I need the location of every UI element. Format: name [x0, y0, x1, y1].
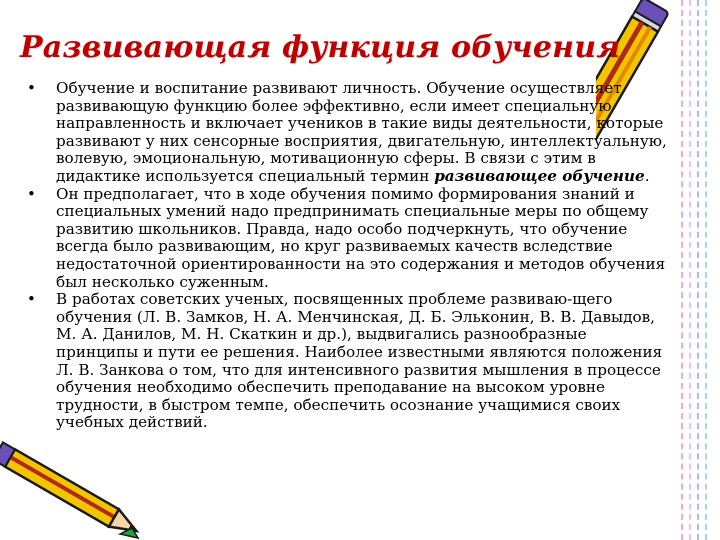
term-emphasis: развивающее обучение	[434, 166, 645, 185]
paragraph-text: В работах советских ученых, посвященных проблеме развиваю-щего обучения (Л. В. Замков, Н. А. Менчинская, Д. Б. Эльконин, В. В. Давыдов, М. А. Данилов, М. Н. Скаткин и др.), выдвигались разнообразные принципы и пути ее решения. Наиболее известными являются положения Л. В. Занкова о том, что для интенсивного развития мышления в процессе обучения необходимо обеспечить преподавание на высоком уровне трудности, в быстром темпе, обеспечить осознание учащимися своих учебных действий.	[56, 290, 663, 432]
bullet-marker: •	[27, 184, 36, 203]
bullet-marker: •	[27, 290, 36, 309]
list-item	[22, 186, 667, 292]
bullet-marker: •	[27, 79, 36, 97]
list-item	[22, 291, 667, 432]
pencil-icon	[0, 430, 160, 540]
slide-title: Развивающая функция обучения	[20, 30, 621, 65]
paragraph-text: Он предполагает, что в ходе обучения помимо формирования знаний и специальных умений надо предпринимать специальные меры по общему развитию школьников. Правда, надо особо подчеркнуть, что обучение всегда было развивающим, но круг развиваемых качеств вследствие недостаточной ориентированности на это содержания и методов обучения был несколько суженным.	[56, 184, 666, 291]
paragraph-text-tail: .	[644, 166, 650, 185]
list-item	[22, 80, 667, 186]
bullet-list	[22, 80, 667, 432]
paragraph-text: Обучение и воспитание развивают личность. Обучение осуществляет развивающую функцию более эффективно, если имеет специальную направленность и включает учеников в такие виды деятельности, которые развивают у них сенсорные восприятия, двигательную, интеллектуальную, волевую, эмоциональную, мотивационную сферы. В связи с этим в дидактике используется специальный термин	[56, 79, 667, 185]
